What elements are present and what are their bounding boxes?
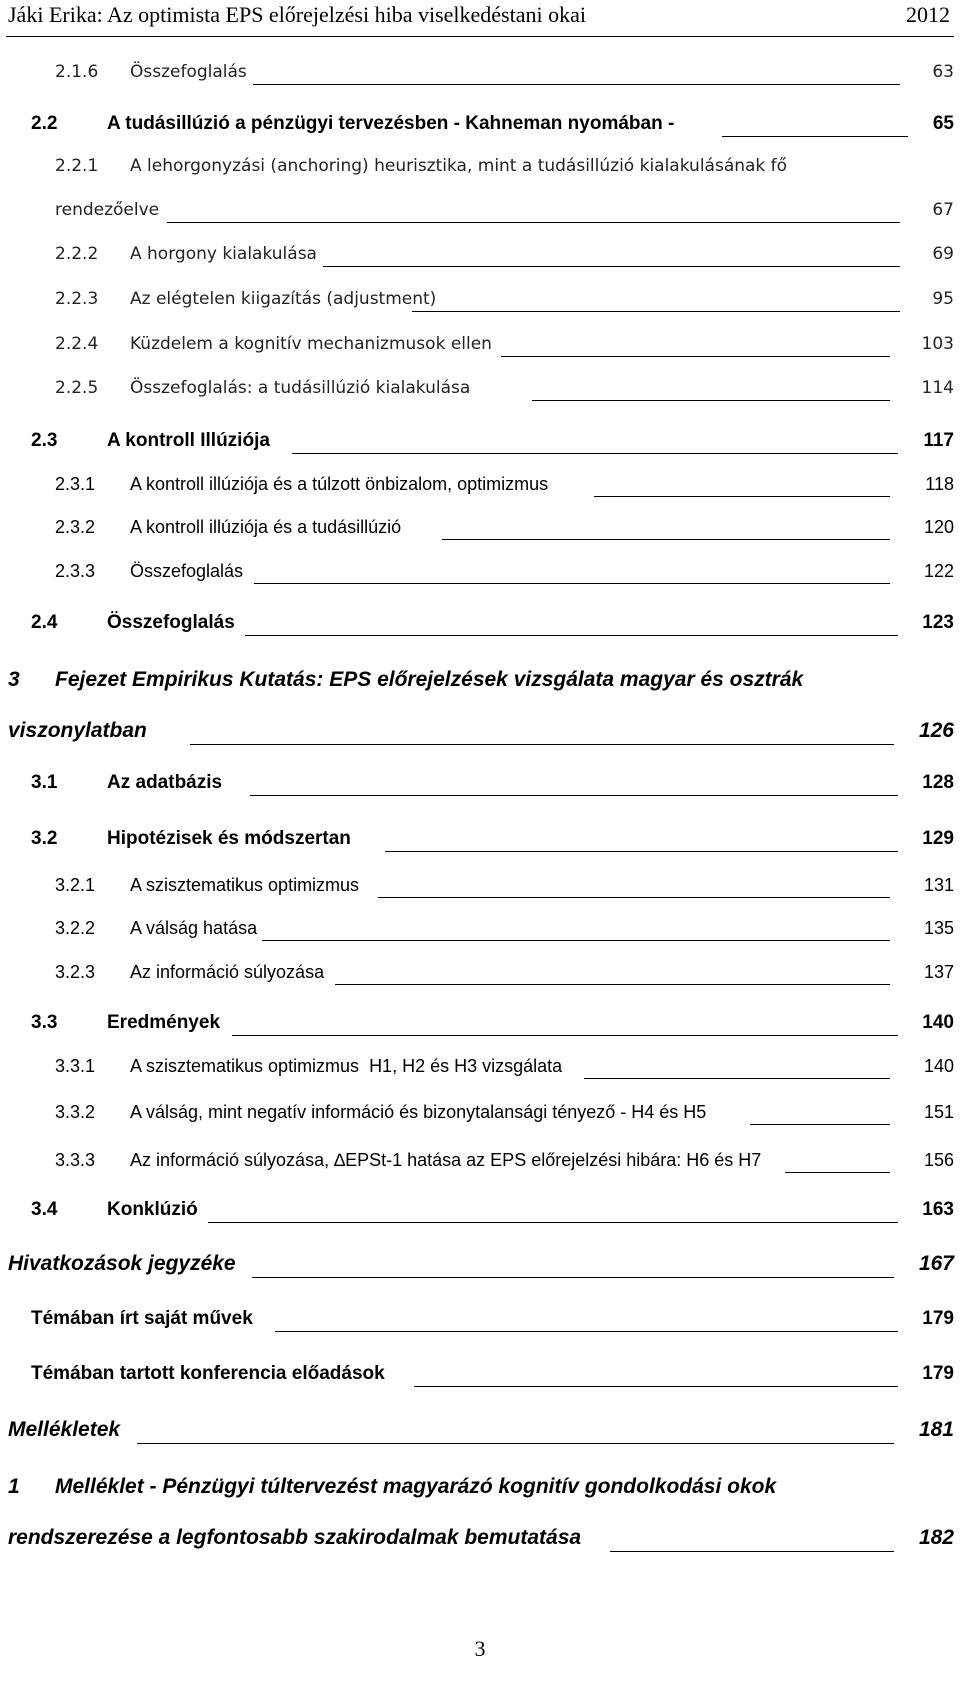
toc-entry-title: A válság hatása (130, 918, 258, 938)
toc-entry[interactable] (0, 561, 960, 595)
toc-entry-page: 95 (932, 289, 954, 309)
toc-entry[interactable] (0, 1252, 960, 1286)
toc-entry-page: 69 (932, 244, 954, 264)
toc-leader (167, 222, 900, 223)
toc-entry-page: 163 (922, 1199, 954, 1220)
toc-entry-title: Eredmények (107, 1012, 221, 1033)
toc-entry-title: A szisztematikus optimizmus H1, H2 és H3 vizsgálata (130, 1056, 563, 1076)
toc-entry[interactable] (0, 430, 960, 464)
toc-entry[interactable] (0, 334, 960, 368)
toc-leader (584, 1078, 890, 1079)
toc-leader (250, 795, 898, 796)
toc-entry-title: Az információ súlyozása, ∆EPSt-1 hatása az EPS előrejelzési hibára: H6 és H7 (130, 1150, 762, 1170)
toc-entry[interactable] (0, 113, 960, 147)
toc-entry[interactable] (0, 289, 960, 323)
toc-entry-title: Hipotézisek és módszertan (107, 828, 351, 849)
toc-entry[interactable] (0, 828, 960, 862)
toc-entry-number: 3.3.3 (55, 1150, 96, 1170)
toc-entry-title: Mellékletek (8, 1418, 121, 1441)
toc-leader (785, 1172, 890, 1173)
toc-entry-title: A kontroll illúziója és a túlzott önbizalom, optimizmus (130, 474, 549, 494)
toc-leader (414, 1386, 898, 1387)
toc-entry-title: Összefoglalás (130, 561, 244, 581)
toc-entry-number: 3 (8, 668, 20, 691)
page-number: 3 (474, 1636, 486, 1661)
toc-entry-number: 2.2.4 (55, 334, 99, 354)
toc-entry[interactable] (0, 1012, 960, 1046)
toc-entry-number: 3.4 (31, 1199, 58, 1220)
toc-entry-page: 126 (918, 719, 954, 742)
toc-entry-number: 2.3.2 (55, 517, 96, 537)
toc-entry[interactable] (0, 1199, 960, 1233)
toc-entry-page: 122 (923, 561, 954, 581)
toc-entry-number: 2.2 (31, 113, 58, 134)
toc-entry-page: 118 (925, 474, 954, 494)
toc-entry-continued[interactable] (0, 719, 960, 753)
toc-entry-title: A lehorgonyzási (anchoring) heurisztika, mint a tudásillúzió kialakulásának fő (130, 156, 788, 176)
toc-entry-continued[interactable] (0, 200, 960, 234)
toc-leader (335, 984, 890, 985)
running-header (0, 0, 960, 36)
toc-entry-number: 2.2.1 (55, 156, 99, 176)
toc-entry-number: 3.2 (31, 828, 58, 849)
toc-entry[interactable] (0, 244, 960, 278)
toc-entry-page: 156 (923, 1150, 954, 1170)
toc-entry-page: 129 (922, 828, 954, 849)
toc-entry-page: 120 (923, 517, 954, 537)
toc-entry-page: 103 (921, 334, 954, 354)
toc-entry-number: 2.3 (31, 430, 58, 451)
toc-entry-number: 3.2.1 (55, 875, 96, 895)
toc-entry-number: 3.3 (31, 1012, 58, 1033)
toc-entry[interactable] (0, 962, 960, 996)
toc-leader (208, 1222, 898, 1223)
toc-entry-page: 65 (932, 113, 954, 134)
toc-entry-page: 123 (922, 612, 954, 633)
toc-entry-title: A horgony kialakulása (130, 244, 317, 264)
toc-entry-number: 3.3.1 (55, 1056, 96, 1076)
toc-leader (385, 851, 898, 852)
toc-leader (262, 940, 890, 941)
toc-entry-number: 3.3.2 (55, 1102, 96, 1122)
toc-leader (594, 496, 890, 497)
toc-entry-page: 179 (922, 1363, 954, 1384)
toc-leader (378, 897, 890, 898)
toc-entry-title: A szisztematikus optimizmus (130, 875, 360, 895)
toc-entry-title: Az adatbázis (107, 772, 223, 793)
header-year: 2012 (906, 2, 950, 27)
toc-leader (412, 311, 900, 312)
toc-entry-title: Összefoglalás (107, 612, 235, 633)
header-title: Jáki Erika: Az optimista EPS előrejelzési hiba viselkedéstani okai (8, 2, 586, 27)
toc-entry-title: Összefoglalás (130, 62, 247, 82)
toc-entry-title: Az információ súlyozása (130, 962, 325, 982)
toc-entry-title: Küzdelem a kognitív mechanizmusok ellen (130, 334, 492, 354)
toc-entry-number: 1 (8, 1475, 20, 1498)
toc-leader (442, 539, 890, 540)
toc-entry-title-continued: rendszerezése a legfontosabb szakirodalmak bemutatása (8, 1526, 582, 1549)
toc-leader (501, 356, 890, 357)
toc-leader (137, 1443, 894, 1444)
toc-entry-number: 3.2.2 (55, 918, 96, 938)
toc-leader (275, 1331, 898, 1332)
toc-entry-number: 2.1.6 (55, 62, 99, 82)
toc-entry-number: 2.3.1 (55, 474, 96, 494)
toc-entry-page: 182 (918, 1526, 954, 1549)
toc-entry-page: 179 (922, 1308, 954, 1329)
toc-entry-title: Hivatkozások jegyzéke (8, 1252, 236, 1275)
toc-entry[interactable] (0, 875, 960, 909)
toc-entry-number: 2.3.3 (55, 561, 96, 581)
toc-entry-number: 3.2.3 (55, 962, 96, 982)
toc-leader (532, 400, 890, 401)
toc-entry-title: Témában tartott konferencia előadások (31, 1363, 385, 1384)
toc-entry-title: A kontroll Illúziója (107, 430, 270, 451)
toc-entry-page: 151 (923, 1102, 954, 1122)
toc-entry[interactable] (0, 612, 960, 646)
toc-entry[interactable] (0, 1475, 960, 1509)
toc-entry-page: 181 (918, 1418, 954, 1441)
toc-entry[interactable] (0, 378, 960, 412)
toc-entry-page: 128 (922, 772, 954, 793)
toc-entry-continued[interactable] (0, 1526, 960, 1560)
toc-entry[interactable] (0, 1308, 960, 1342)
toc-entry-title: Konklúzió (107, 1199, 198, 1220)
toc-entry-page: 135 (923, 918, 954, 938)
toc-entry-title: Összefoglalás: a tudásillúzió kialakulása (130, 378, 471, 398)
toc-entry-title: A kontroll illúziója és a tudásillúzió (130, 517, 402, 537)
toc-entry[interactable] (0, 668, 960, 702)
toc-entry-page: 63 (932, 62, 954, 82)
toc-entry[interactable] (0, 62, 960, 96)
header-divider (6, 36, 954, 37)
toc-entry[interactable] (0, 1150, 960, 1184)
toc-leader (610, 1551, 894, 1552)
toc-entry-number: 3.1 (31, 772, 58, 793)
toc-entry[interactable] (0, 1056, 960, 1090)
toc-entry-page: 131 (923, 875, 954, 895)
toc-leader (245, 635, 898, 636)
toc-leader (254, 583, 890, 584)
toc-leader (750, 1124, 890, 1125)
toc-entry[interactable] (0, 1418, 960, 1452)
toc-entry-title-continued: rendezőelve (55, 200, 160, 220)
toc-entry-title: Témában írt saját művek (31, 1308, 253, 1329)
toc-entry[interactable] (0, 517, 960, 551)
toc-leader (190, 744, 894, 745)
toc-entry-title: Az elégtelen kiigazítás (adjustment) (130, 289, 437, 309)
toc-entry-title: Fejezet Empirikus Kutatás: EPS előrejelzések vizsgálata magyar és osztrák (55, 668, 804, 691)
toc-entry-title: A válság, mint negatív információ és bizonytalansági tényező - H4 és H5 (130, 1102, 707, 1122)
toc-entry-title-continued: viszonylatban (8, 719, 147, 742)
toc-entry[interactable] (0, 156, 960, 190)
toc-entry-number: 2.2.3 (55, 289, 99, 309)
toc-entry[interactable] (0, 474, 960, 508)
toc-entry-page: 67 (932, 200, 954, 220)
toc-entry-number: 2.2.2 (55, 244, 99, 264)
toc-entry[interactable] (0, 1102, 960, 1136)
toc-entry-page: 140 (922, 1012, 954, 1033)
toc-entry-page: 117 (923, 430, 954, 451)
toc-leader (253, 84, 900, 85)
toc-leader (722, 136, 908, 137)
toc-entry-page: 167 (918, 1252, 954, 1275)
toc-entry-page: 140 (923, 1056, 954, 1076)
toc-entry-title: A tudásillúzió a pénzügyi tervezésben - Kahneman nyomában - (107, 113, 675, 134)
toc-entry-page: 137 (923, 962, 954, 982)
toc-leader (323, 266, 900, 267)
toc-leader (252, 1277, 894, 1278)
toc-entry-number: 2.4 (31, 612, 58, 633)
toc-entry-title: Melléklet - Pénzügyi túltervezést magyarázó kognitív gondolkodási okok (55, 1475, 777, 1498)
toc-leader (232, 1035, 898, 1036)
toc-entry-number: 2.2.5 (55, 378, 99, 398)
toc-entry[interactable] (0, 918, 960, 952)
toc-entry[interactable] (0, 772, 960, 806)
toc-entry[interactable] (0, 1363, 960, 1397)
toc-leader (292, 453, 898, 454)
toc-entry-page: 114 (921, 378, 954, 398)
